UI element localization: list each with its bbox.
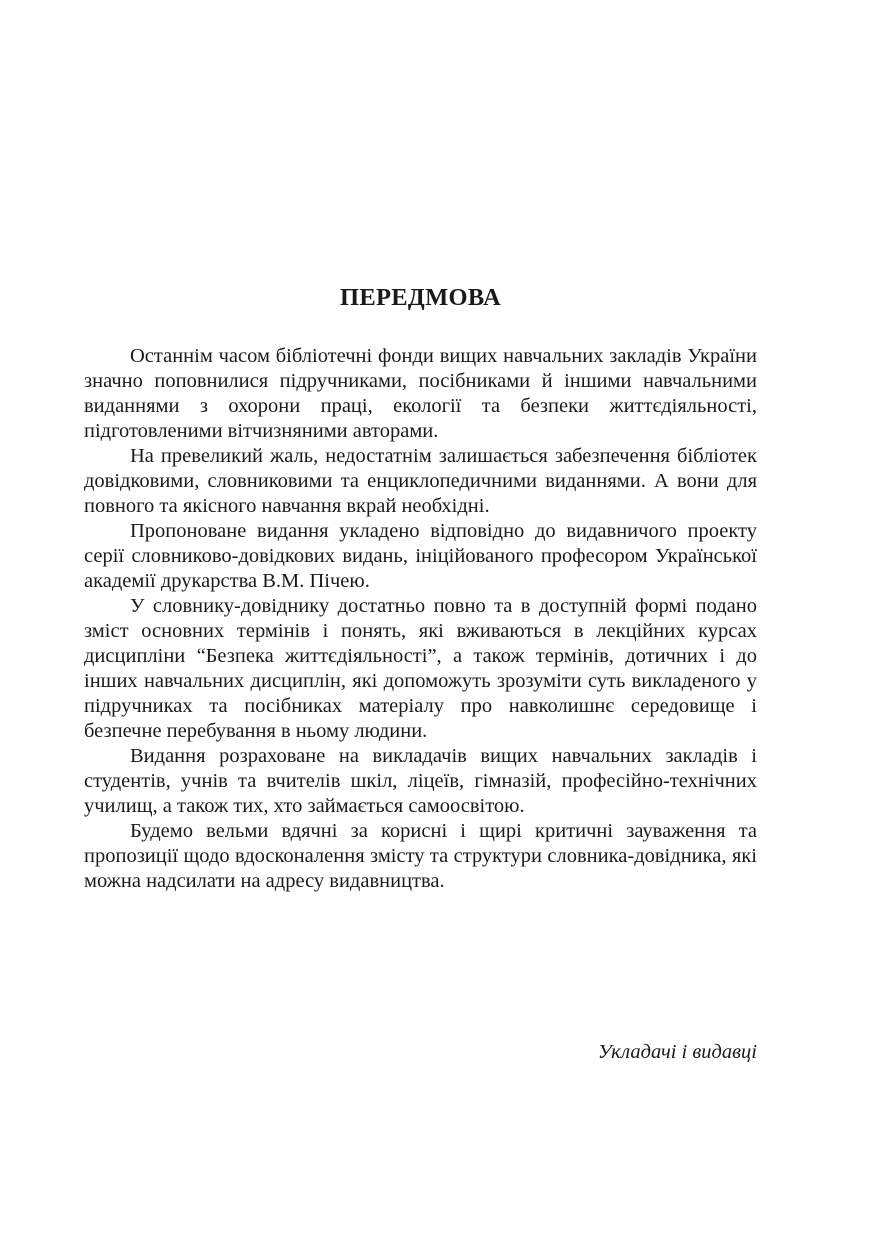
page-title: ПЕРЕДМОВА — [340, 284, 501, 311]
paragraph-4: У словнику-довіднику достатньо повно та в доступній формі подано зміст основних термінів і понять, які вживаються в лекційних курсах дисципліни “Безпека життєдіяльності”, а також термінів, дотичних і до інших навчальних дисциплін, які допоможуть зрозуміти суть викладеного у підручниках та посібниках матеріалу про навколишнє середовище і безпечне перебування в ньому людини. — [84, 595, 757, 742]
paragraph-2: На превеликий жаль, недостатнім залишається забезпечення бібліотек довідковими, словниковими та енциклопедичними виданнями. А вони для повного та якісного навчання вкрай необхідні. — [84, 445, 757, 517]
paragraph-1: Останнім часом бібліотечні фонди вищих навчальних закладів України значно поповнилися підручниками, посібниками й іншими навчальними виданнями з охорони праці, екології та безпеки життєдіяльності, підготовленими вітчизняними авторами. — [84, 345, 757, 442]
paragraph-5: Видання розраховане на викладачів вищих навчальних закладів і студентів, учнів та вчителів шкіл, ліцеїв, гімназій, професійно-технічних училищ, а також тих, хто займається самоосвітою. — [84, 745, 757, 817]
preface-body — [84, 344, 757, 894]
paragraph-6: Будемо вельми вдячні за корисні і щирі критичні зауваження та пропозиції щодо вдосконалення змісту та структури словника-довідника, які можна надсилати на адресу видавництва. — [84, 820, 757, 892]
paragraph-3: Пропоноване видання укладено відповідно до видавничого проекту серії словниково-довідкових видань, ініційованого професором Української академії друкарства В.М. Пічею. — [84, 520, 757, 592]
signature: Укладачі і видавці — [597, 1041, 757, 1063]
